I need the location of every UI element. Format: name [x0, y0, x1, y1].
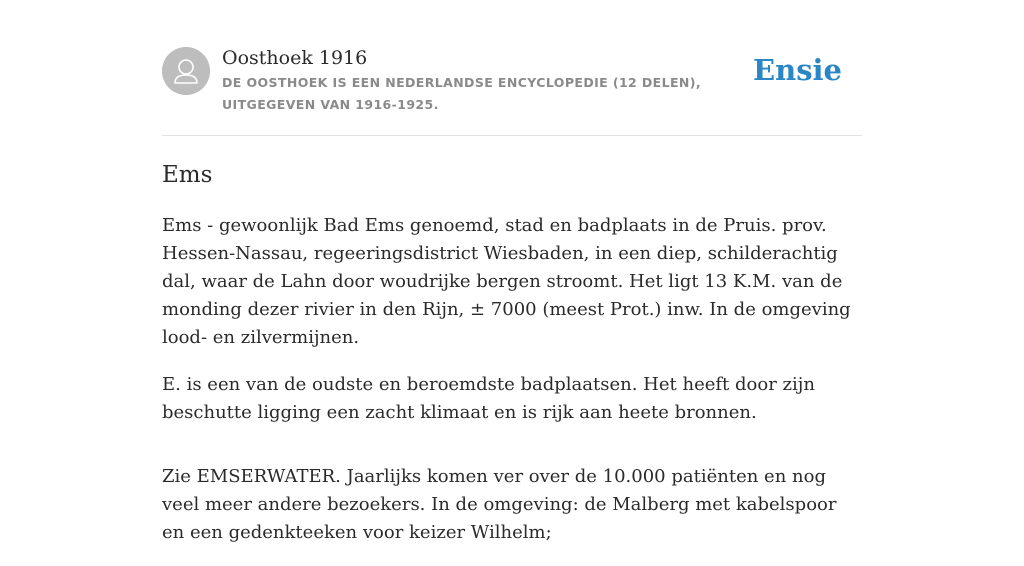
article-body [162, 212, 864, 566]
source-name[interactable]: Oosthoek 1916 [222, 47, 368, 69]
article-paragraph: Zie EMSERWATER. Jaarlijks komen ver over de 10.000 patiënten en nog veel meer andere bezoekers. In de omgeving: de Malberg met kabelspoor en een gedenkteeken voor keizer Wilhelm; [162, 466, 837, 543]
source-header [162, 0, 862, 136]
article-paragraph: Ems - gewoonlijk Bad Ems genoemd, stad en badplaats in de Pruis. prov. Hessen-Nassau, regeeringsdistrict Wiesbaden, in een diep, schilderachtig dal, waar de Lahn door woudrijke bergen stroomt. Het ligt 13 K.M. van de monding dezer rivier in den Rijn, ± 7000 (meest Prot.) inw. In de omgeving lood- en zilvermijnen. [162, 215, 851, 348]
article-title: Ems [162, 162, 213, 188]
page-container [162, 0, 862, 543]
user-avatar-icon[interactable] [162, 47, 210, 95]
source-description: DE OOSTHOEK IS EEN NEDERLANDSE ENCYCLOPEDIE (12 DELEN), UITGEGEVEN VAN 1916-1925. [222, 75, 702, 112]
article-paragraph: E. is een van de oudste en beroemdste badplaatsen. Het heeft door zijn beschutte ligging een zacht klimaat en is rijk aan heete bronnen. [162, 374, 815, 423]
brand-logo[interactable]: Ensie [753, 53, 842, 87]
